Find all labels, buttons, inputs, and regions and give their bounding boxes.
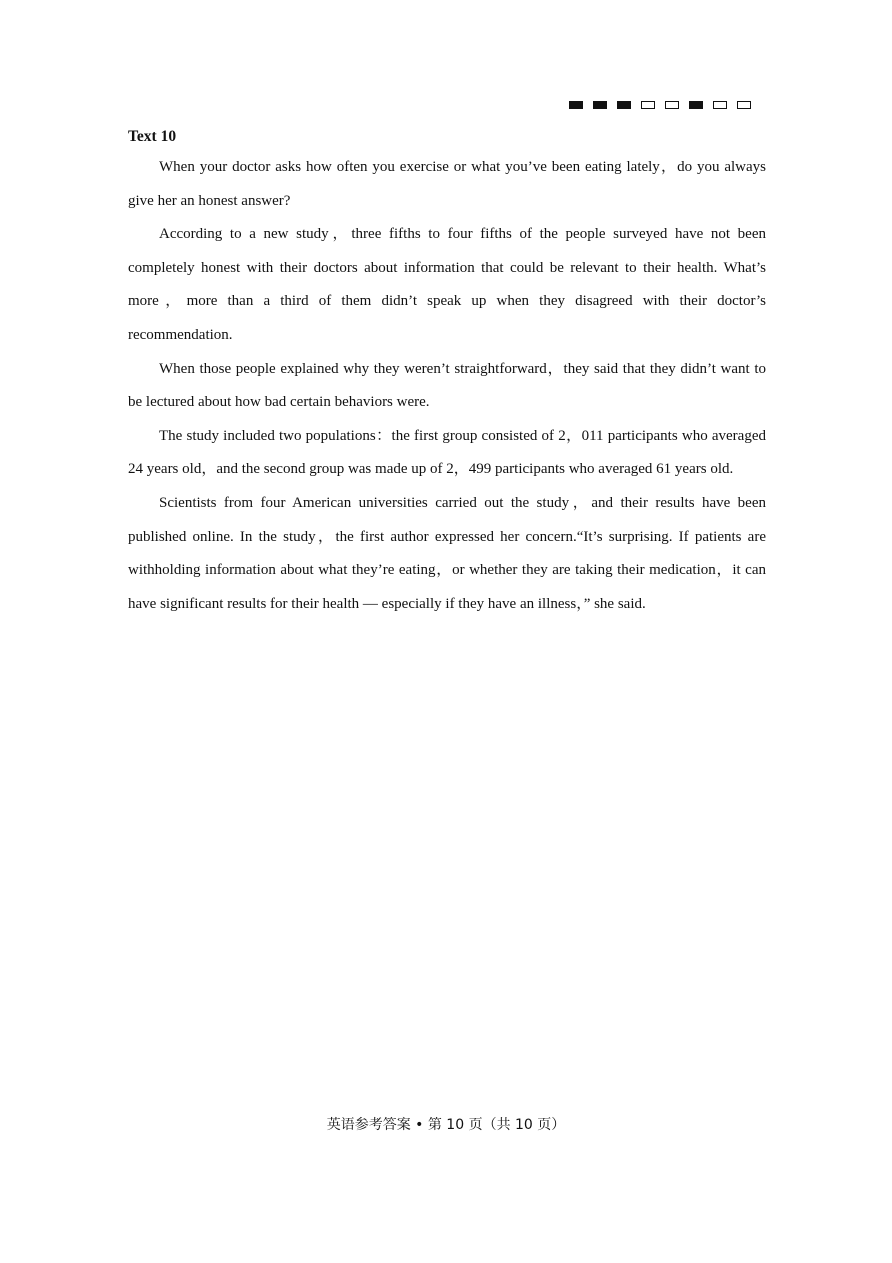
marker-square-8 bbox=[737, 101, 751, 109]
marker-square-5 bbox=[665, 101, 679, 109]
marker-square-4 bbox=[641, 101, 655, 109]
paragraph-4: The study included two populations：the first group consisted of 2，011 participants who averaged 24 years old，and the second group was made up of 2，499 participants who averaged 61 years old. bbox=[128, 427, 766, 478]
marker-square-3 bbox=[617, 101, 631, 109]
marker-square-7 bbox=[713, 101, 727, 109]
paragraph-5: Scientists from four American universities carried out the study，and their results have been published online. In the study，the first author expressed her concern.“It’s surprising. If patients are withholding information about what they’re eating，or whether they are taking their medication，it can have significant results for their health — especially if they have an illness，” she said. bbox=[128, 494, 766, 612]
marker-square-2 bbox=[593, 101, 607, 109]
paragraph-1: When your doctor asks how often you exercise or what you’ve been eating lately，do you always give her an honest answer? bbox=[128, 159, 766, 209]
passage bbox=[128, 122, 766, 621]
marker-square-6 bbox=[689, 101, 703, 109]
marker-square-1 bbox=[569, 101, 583, 109]
paragraph-3: When those people explained why they weren’t straightforward，they said that they didn’t want to be lectured about how bad certain behaviors were. bbox=[128, 360, 766, 411]
passage-heading: Text 10 bbox=[128, 128, 177, 145]
page-footer: 英语参考答案 • 第 10 页（共 10 页） bbox=[326, 1117, 566, 1133]
paragraph-2: According to a new study，three fifths to four fifths of the people surveyed have not been completely honest with their doctors about information that could be relevant to their health. What’s more，more than a third of them didn’t speak up when they disagreed with their doctor’s recommendation. bbox=[128, 226, 766, 343]
page-marker-squares bbox=[569, 101, 751, 109]
